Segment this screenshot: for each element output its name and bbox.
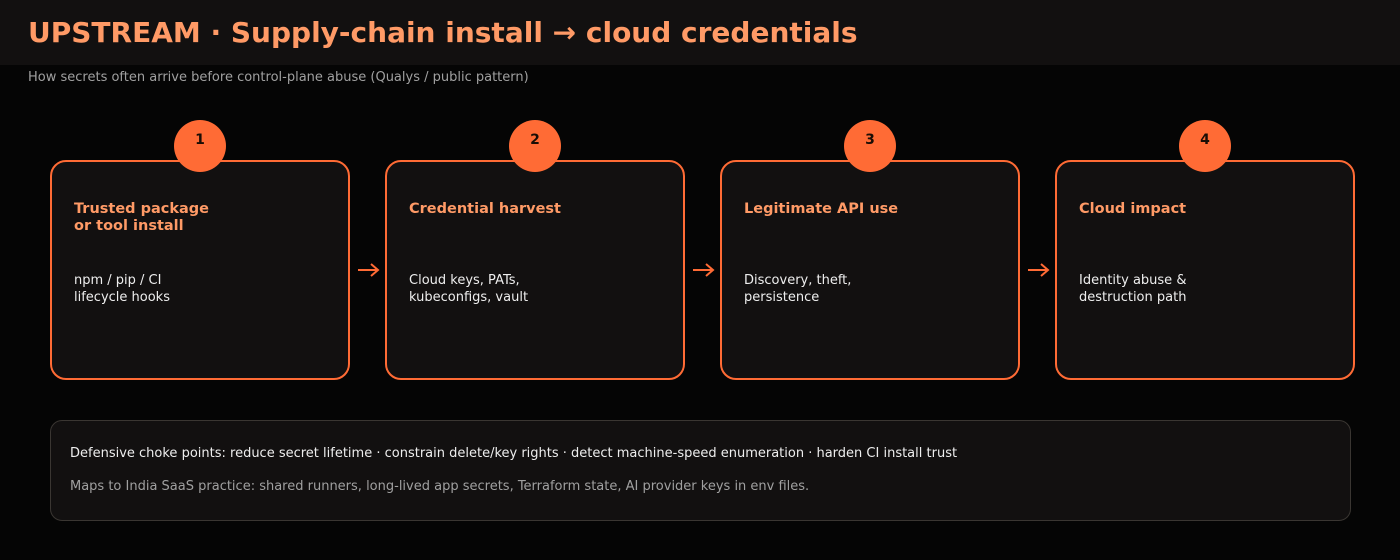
stage-title: Credential harvest xyxy=(409,201,561,217)
arrow-right-icon xyxy=(692,261,716,279)
page-title: UPSTREAM · Supply-chain install → cloud credentials xyxy=(28,16,858,49)
header-bar xyxy=(0,0,1400,65)
note-sub-text: Maps to India SaaS practice: shared runners, long-lived app secrets, Terraform state, AI provider keys in env files. xyxy=(70,479,810,494)
stage-box-4 xyxy=(1055,160,1355,380)
stage-number-badge-1: 1 xyxy=(174,120,226,172)
arrow-right-icon xyxy=(1027,261,1051,279)
defensive-note-box xyxy=(50,420,1351,521)
stage-title: Cloud impact xyxy=(1079,201,1187,217)
stage-number-badge-2: 2 xyxy=(509,120,561,172)
stage-description: npm / pip / CI lifecycle hooks xyxy=(74,273,170,305)
stage-title: Legitimate API use xyxy=(744,201,899,217)
stage-box-3 xyxy=(720,160,1020,380)
stage-description: Discovery, theft, persistence xyxy=(744,273,852,305)
arrow-right-icon xyxy=(357,261,381,279)
note-main-text: Defensive choke points: reduce secret lifetime · constrain delete/key rights · detect machine-speed enumeration · harden CI install trust xyxy=(70,446,958,461)
stage-number-badge-4: 4 xyxy=(1179,120,1231,172)
stage-number-badge-3: 3 xyxy=(844,120,896,172)
page-subtitle: How secrets often arrive before control-plane abuse (Qualys / public pattern) xyxy=(28,70,529,85)
stage-description: Identity abuse & destruction path xyxy=(1079,273,1187,305)
stage-description: Cloud keys, PATs, kubeconfigs, vault xyxy=(409,273,529,305)
stage-box-1 xyxy=(50,160,350,380)
stage-title: Trusted package or tool install xyxy=(74,201,209,234)
stage-box-2 xyxy=(385,160,685,380)
